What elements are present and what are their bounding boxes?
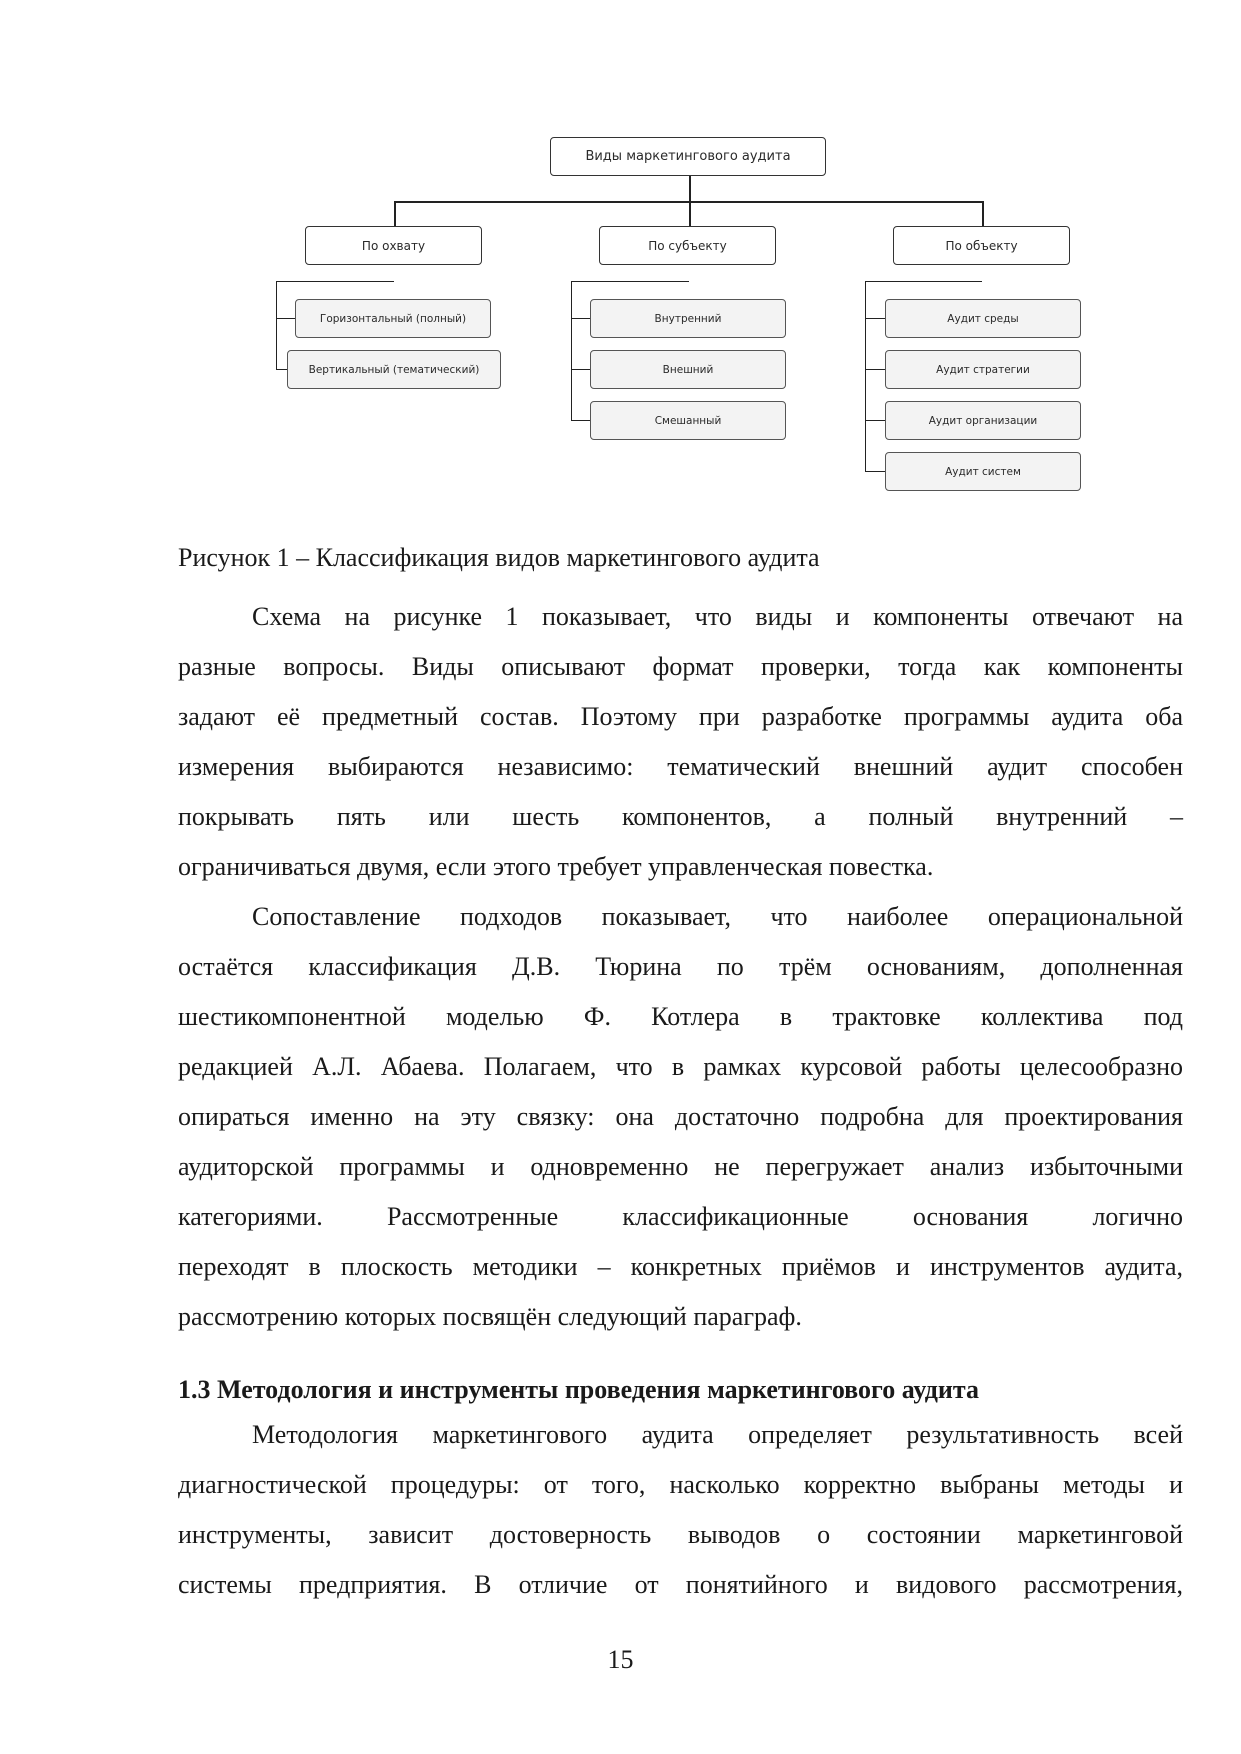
connector-line xyxy=(276,281,394,282)
connector-line xyxy=(865,420,885,421)
connector-line xyxy=(571,369,590,370)
leaf-node: Смешанный xyxy=(590,401,786,440)
connector-line xyxy=(865,369,885,370)
text-line: измерения выбираются независимо: тематический внешний аудит способен xyxy=(178,752,1183,781)
connector-line xyxy=(571,281,572,421)
text-line: Схема на рисунке 1 показывает, что виды и компоненты отвечают на xyxy=(252,602,1183,631)
connector-line xyxy=(571,318,590,319)
connector-line xyxy=(276,369,287,370)
connector-line xyxy=(571,281,689,282)
classification-diagram xyxy=(0,0,1241,520)
connector-line xyxy=(571,420,590,421)
text-line: категориями. Рассмотренные классификационные основания логично xyxy=(178,1202,1183,1231)
text-line: ограничиваться двумя, если этого требует управленческая повестка. xyxy=(178,852,934,881)
text-line: диагностической процедуры: от того, насколько корректно выбраны методы и xyxy=(178,1470,1183,1499)
text-line: покрывать пять или шесть компонентов, а полный внутренний – xyxy=(178,802,1183,831)
leaf-node: Аудит систем xyxy=(885,452,1081,491)
leaf-node: Аудит среды xyxy=(885,299,1081,338)
category-node-coverage: По охвату xyxy=(305,226,482,265)
category-node-object: По объекту xyxy=(893,226,1070,265)
leaf-node: Внешний xyxy=(590,350,786,389)
connector-line xyxy=(689,172,691,202)
connector-line xyxy=(865,281,866,472)
text-line: системы предприятия. В отличие от понятийного и видового рассмотрения, xyxy=(178,1570,1183,1599)
figure-caption: Рисунок 1 – Классификация видов маркетингового аудита xyxy=(178,543,820,572)
text-line: инструменты, зависит достоверность выводов о состоянии маркетинговой xyxy=(178,1520,1183,1549)
connector-line xyxy=(276,318,295,319)
page-number: 15 xyxy=(607,1645,634,1674)
root-node: Виды маркетингового аудита xyxy=(550,137,826,176)
leaf-node: Аудит организации xyxy=(885,401,1081,440)
text-line: задают её предметный состав. Поэтому при разработке программы аудита оба xyxy=(178,702,1183,731)
text-line: Сопоставление подходов показывает, что наиболее операциональной xyxy=(252,902,1183,931)
text-line: разные вопросы. Виды описывают формат проверки, тогда как компоненты xyxy=(178,652,1183,681)
connector-line xyxy=(865,471,885,472)
leaf-node: Аудит стратегии xyxy=(885,350,1081,389)
leaf-node: Внутренний xyxy=(590,299,786,338)
connector-line xyxy=(865,318,885,319)
text-line: опираться именно на эту связку: она достаточно подробна для проектирования xyxy=(178,1102,1183,1131)
connector-line xyxy=(394,201,982,203)
leaf-node: Горизонтальный (полный) xyxy=(295,299,491,338)
text-line: шестикомпонентной моделью Ф. Котлера в трактовке коллектива под xyxy=(178,1002,1183,1031)
category-node-subject: По субъекту xyxy=(599,226,776,265)
connector-line xyxy=(689,201,691,227)
text-line: рассмотрению которых посвящён следующий параграф. xyxy=(178,1302,802,1331)
text-line: аудиторской программы и одновременно не перегружает анализ избыточными xyxy=(178,1152,1183,1181)
section-heading: 1.3 Методология и инструменты проведения маркетингового аудита xyxy=(178,1375,979,1404)
connector-line xyxy=(865,281,982,282)
connector-line xyxy=(276,281,277,370)
connector-line xyxy=(982,201,984,227)
text-line: остаётся классификация Д.В. Тюрина по трём основаниям, дополненная xyxy=(178,952,1183,981)
text-line: переходят в плоскость методики – конкретных приёмов и инструментов аудита, xyxy=(178,1252,1183,1281)
connector-line xyxy=(394,201,396,227)
text-line: редакцией А.Л. Абаева. Полагаем, что в рамках курсовой работы целесообразно xyxy=(178,1052,1183,1081)
text-line: Методология маркетингового аудита определяет результативность всей xyxy=(252,1420,1183,1449)
leaf-node: Вертикальный (тематический) xyxy=(287,350,501,389)
